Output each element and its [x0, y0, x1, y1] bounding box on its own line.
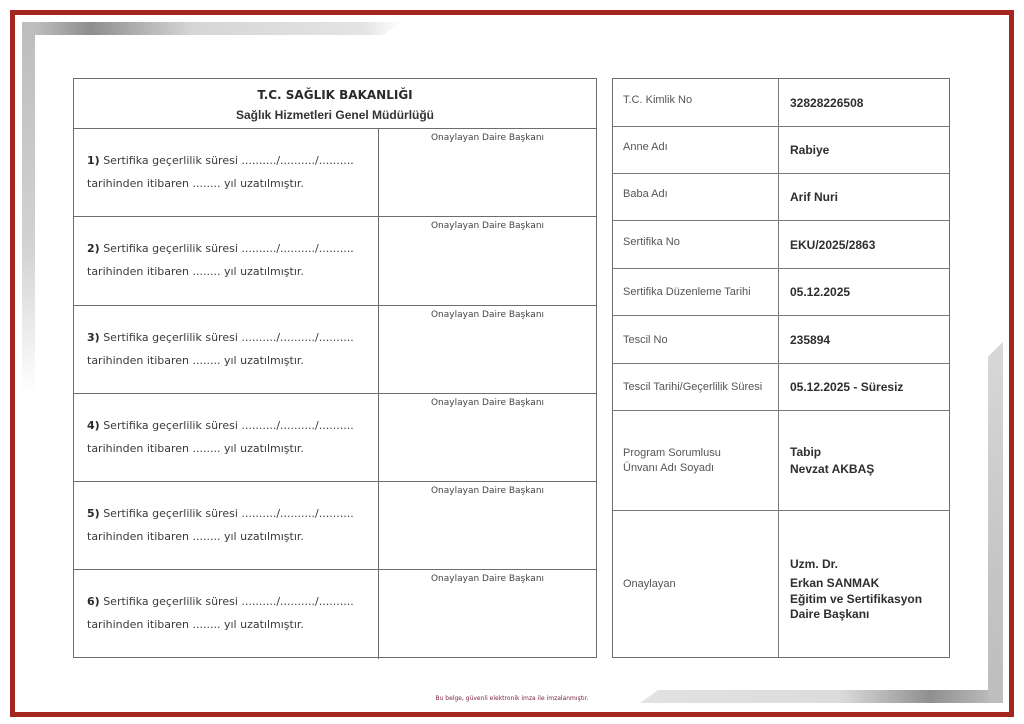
anne-adi-value: Rabiye	[790, 143, 830, 157]
extension-line2: tarihinden itibaren ........ yıl uzatılmıştır.	[87, 353, 304, 367]
info-row-baba-adi	[613, 174, 949, 221]
approver-label: Onaylayan Daire Başkanı	[430, 397, 545, 408]
info-label	[613, 79, 779, 126]
extension-text-cell	[74, 482, 379, 569]
extension-line1	[87, 331, 354, 344]
tescil-no-value: 235894	[790, 332, 831, 347]
onaylayan-label: Onaylayan	[623, 578, 676, 590]
directorate-subtitle: Sağlık Hizmetleri Genel Müdürlüğü	[235, 108, 435, 122]
tescil-tarihi-value: 05.12.2025 - Süresiz	[790, 380, 904, 394]
extension-line1	[87, 154, 354, 167]
info-label	[613, 411, 779, 510]
extension-line2: tarihinden itibaren ........ yıl uzatılmıştır.	[87, 441, 304, 455]
onaylayan-title: Uzm. Dr.	[790, 557, 839, 571]
ministry-title: T.C. SAĞLIK BAKANLIĞI	[257, 88, 413, 102]
info-label	[613, 511, 779, 657]
info-label	[613, 127, 779, 173]
approver-label: Onaylayan Daire Başkanı	[430, 574, 545, 585]
approver-signature-cell	[379, 570, 596, 658]
approver-signature-cell	[379, 129, 596, 216]
baba-adi-value: Arif Nuri	[790, 190, 838, 204]
onaylayan-position-line1: Eğitim ve Sertifikasyon	[790, 592, 923, 606]
extension-line2: tarihinden itibaren ........ yıl uzatılmıştır.	[87, 177, 304, 190]
info-row-program-sorumlusu	[613, 411, 949, 511]
extension-row	[74, 394, 596, 482]
extension-line1	[87, 242, 354, 255]
info-label	[613, 364, 779, 410]
tescil-no-label: Tescil No	[623, 333, 668, 346]
baba-adi-label: Baba Adı	[623, 188, 668, 200]
extension-text-cell	[74, 129, 379, 216]
info-label	[613, 316, 779, 363]
approver-label: Onaylayan Daire Başkanı	[430, 221, 545, 232]
extension-line2: tarihinden itibaren ........ yıl uzatılmıştır.	[87, 618, 304, 632]
extension-validity-text: Sertifika geçerlilik süresi ........../........../..........	[103, 507, 354, 521]
extension-row	[74, 570, 596, 658]
onaylayan-name: Erkan SANMAK	[790, 576, 880, 590]
sertifika-no-label: Sertifika No	[623, 235, 680, 248]
program-sorumlusu-title: Tabip	[790, 444, 822, 459]
extension-row	[74, 482, 596, 570]
approver-label: Onaylayan Daire Başkanı	[430, 133, 545, 143]
approver-signature-cell	[379, 306, 596, 393]
extension-number: 2)	[87, 242, 100, 256]
approver-signature-cell	[379, 217, 596, 304]
extension-row	[74, 217, 596, 305]
extension-line1	[87, 595, 354, 608]
extension-number: 6)	[87, 595, 100, 609]
extension-line2: tarihinden itibaren ........ yıl uzatılmıştır.	[87, 265, 304, 279]
extension-row	[74, 306, 596, 394]
anne-adi-label: Anne Adı	[623, 141, 668, 153]
program-sorumlusu-value	[779, 411, 949, 510]
approver-label: Onaylayan Daire Başkanı	[430, 309, 545, 320]
decorative-corner-bar-top	[22, 22, 402, 35]
extension-validity-text: Sertifika geçerlilik süresi ........../........../..........	[103, 154, 354, 167]
info-row-tc-kimlik	[613, 79, 949, 127]
decorative-corner-bar-right	[988, 342, 1003, 703]
info-row-onaylayan	[613, 511, 949, 657]
extension-text-cell	[74, 306, 379, 393]
extension-number: 5)	[87, 507, 100, 521]
program-sorumlusu-name: Nevzat AKBAŞ	[790, 461, 875, 476]
info-label	[613, 174, 779, 220]
extension-text-cell	[74, 217, 379, 304]
extension-number: 1)	[87, 154, 100, 167]
tc-kimlik-value: 32828226508	[790, 95, 864, 110]
info-label	[613, 269, 779, 315]
info-row-tescil-no	[613, 316, 949, 364]
approver-signature-cell	[379, 394, 596, 481]
approver-signature-cell	[379, 482, 596, 569]
extension-validity-text: Sertifika geçerlilik süresi ........../........../..........	[103, 418, 354, 432]
extension-text-cell	[74, 570, 379, 658]
extension-line1	[87, 419, 354, 432]
info-row-tescil-tarihi	[613, 364, 949, 411]
info-row-sertifika-no	[613, 221, 949, 269]
extension-validity-text: Sertifika geçerlilik süresi ........../........../..........	[103, 595, 354, 609]
duzenleme-tarihi-label: Sertifika Düzenleme Tarihi	[623, 286, 751, 298]
duzenleme-tarihi-value: 05.12.2025	[790, 285, 851, 299]
info-label	[613, 221, 779, 268]
extension-row	[74, 129, 596, 217]
extension-text-cell	[74, 394, 379, 481]
sertifika-no-value: EKU/2025/2863	[790, 237, 876, 252]
extension-line2: tarihinden itibaren ........ yıl uzatılmıştır.	[87, 530, 304, 544]
tescil-tarihi-label: Tescil Tarihi/Geçerlilik Süresi	[623, 381, 763, 393]
e-signature-note: Bu belge, güvenli elektronik imza ile imzalanmıştır.	[435, 695, 589, 702]
info-row-anne-adi	[613, 127, 949, 174]
onaylayan-position-line2: Daire Başkanı	[790, 607, 870, 621]
extension-number: 4)	[87, 418, 100, 432]
onaylayan-value	[779, 511, 949, 657]
info-row-duzenleme-tarihi	[613, 269, 949, 316]
extension-table-header	[74, 79, 596, 129]
extension-line1	[87, 507, 354, 520]
approver-label: Onaylayan Daire Başkanı	[430, 486, 545, 497]
extension-table	[73, 78, 597, 658]
program-sorumlusu-label-line1: Program Sorumlusu	[623, 446, 721, 459]
decorative-corner-bar-left	[22, 22, 35, 394]
extension-validity-text: Sertifika geçerlilik süresi ........../........../..........	[103, 242, 354, 256]
tc-kimlik-label: T.C. Kimlik No	[623, 93, 693, 106]
extension-number: 3)	[87, 330, 100, 344]
extension-validity-text: Sertifika geçerlilik süresi ........../........../..........	[103, 330, 354, 344]
certificate-info-table	[612, 78, 950, 658]
program-sorumlusu-label-line2: Ünvanı Adı Soyadı	[623, 461, 715, 474]
